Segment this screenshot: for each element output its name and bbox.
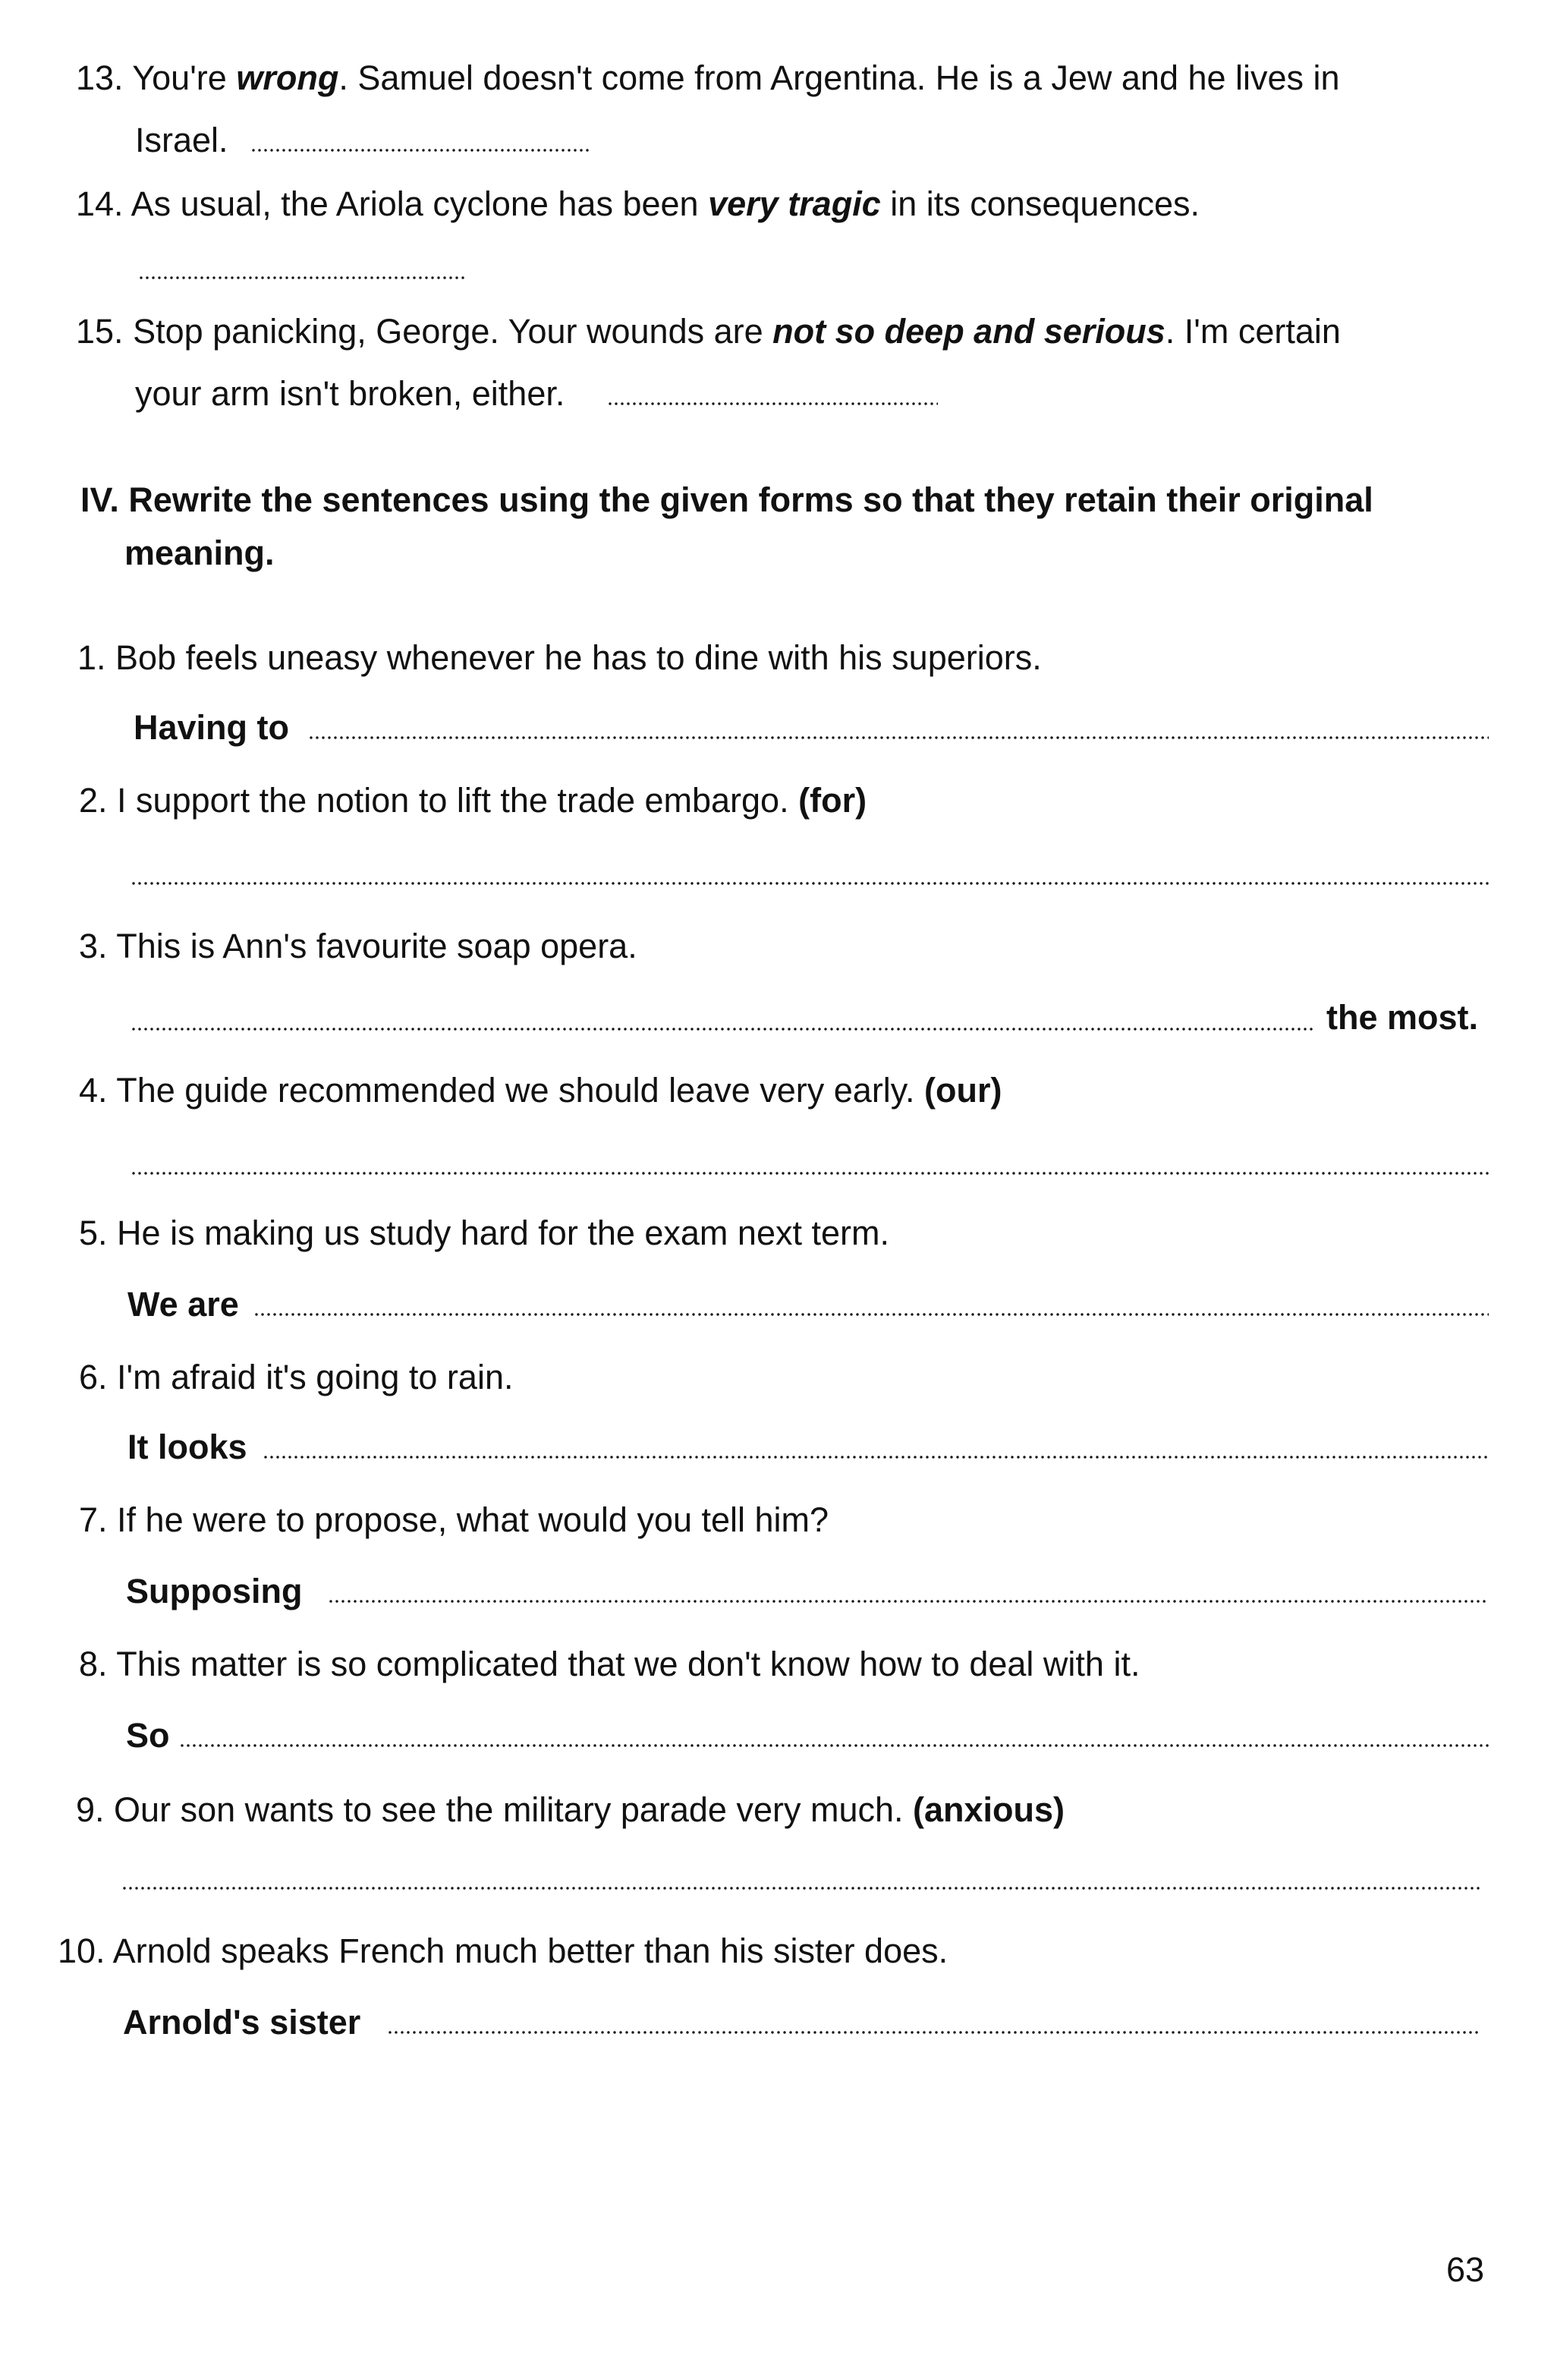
answer-line[interactable]: [308, 736, 1489, 739]
item-number: 9.: [76, 1790, 105, 1829]
item-number: 7.: [79, 1500, 108, 1539]
sentence-text: your arm isn't broken, either.: [135, 374, 565, 413]
item-sentence: Arnold speaks French much better than his sister does.: [112, 1931, 948, 1970]
item-number: 2.: [79, 781, 108, 820]
answer-line[interactable]: [138, 276, 466, 279]
sentence-text: . Samuel doesn't come from Argentina. He is a Jew and he lives in: [338, 58, 1340, 97]
item-number: 3.: [79, 927, 108, 965]
answer-line[interactable]: [387, 2031, 1480, 2034]
section-roman-numeral: IV.: [80, 480, 119, 519]
item-number: 5.: [79, 1214, 108, 1252]
prompt-words: So: [126, 1716, 170, 1755]
rewrite-item-8: [79, 1645, 1140, 1683]
rewrite-item-7: [79, 1501, 829, 1539]
answer-prompt: [126, 1717, 170, 1755]
sentence-text: As usual, the Ariola cyclone has been: [131, 184, 699, 223]
exercise-item-13-line2: [135, 121, 228, 159]
prompt-words: It looks: [127, 1428, 247, 1466]
item-number: 10.: [58, 1931, 105, 1970]
rewrite-item-5: [79, 1214, 889, 1252]
item-sentence: He is making us study hard for the exam next term.: [117, 1214, 889, 1252]
sentence-text: Israel.: [135, 121, 228, 159]
emphasized-phrase: not so deep and serious: [772, 312, 1166, 351]
suffix-words: the most.: [1326, 998, 1479, 1037]
emphasized-phrase: very tragic: [708, 184, 881, 223]
rewrite-item-3: [79, 927, 637, 965]
rewrite-item-9: [76, 1791, 1065, 1829]
answer-suffix: [1326, 999, 1478, 1037]
answer-line[interactable]: [263, 1456, 1489, 1459]
sentence-text: . I'm certain: [1165, 312, 1341, 351]
rewrite-item-1: [77, 639, 1042, 677]
exercise-item-14: [76, 185, 1200, 223]
answer-prompt: [127, 1286, 239, 1324]
item-number: 8.: [79, 1645, 108, 1683]
prompt-words: Supposing: [126, 1572, 303, 1610]
rewrite-item-10: [58, 1932, 948, 1970]
answer-line[interactable]: [328, 1600, 1489, 1603]
exercise-item-15: [76, 313, 1341, 351]
hint-word: (our): [923, 1071, 1002, 1110]
rewrite-item-6: [79, 1358, 513, 1396]
item-sentence: The guide recommended we should leave very early.: [116, 1071, 915, 1110]
item-sentence: I'm afraid it's going to rain.: [117, 1358, 514, 1396]
answer-line[interactable]: [131, 1028, 1313, 1031]
emphasized-phrase: wrong: [236, 58, 339, 97]
section-heading: [80, 481, 1373, 519]
section-heading-line2: [124, 534, 275, 572]
section-instruction: Rewrite the sentences using the given forms so that they retain their original: [128, 480, 1373, 519]
prompt-words: Arnold's sister: [123, 2003, 361, 2042]
sentence-text: in its consequences.: [890, 184, 1200, 223]
answer-line[interactable]: [250, 149, 590, 152]
rewrite-item-4: [79, 1072, 1002, 1110]
exercise-item-15-line2: [135, 375, 565, 413]
sentence-text: You're: [132, 58, 227, 97]
item-number: 4.: [79, 1071, 108, 1110]
sentence-text: Stop panicking, George. Your wounds are: [133, 312, 763, 351]
item-sentence: Our son wants to see the military parade very much.: [114, 1790, 904, 1829]
item-sentence: I support the notion to lift the trade embargo.: [117, 781, 789, 820]
item-number: 14.: [76, 184, 124, 223]
item-sentence: This is Ann's favourite soap opera.: [116, 927, 637, 965]
answer-prompt: [134, 709, 289, 747]
answer-line[interactable]: [121, 1887, 1480, 1890]
item-sentence: This matter is so complicated that we don't know how to deal with it.: [116, 1645, 1140, 1683]
answer-prompt: [123, 2004, 360, 2042]
answer-line[interactable]: [131, 882, 1489, 885]
answer-line[interactable]: [179, 1744, 1489, 1747]
item-number: 13.: [76, 58, 124, 97]
item-number: 15.: [76, 312, 124, 351]
item-sentence: Bob feels uneasy whenever he has to dine with his superiors.: [115, 638, 1042, 677]
answer-line[interactable]: [607, 402, 938, 405]
answer-line[interactable]: [131, 1172, 1489, 1175]
rewrite-item-2: [79, 782, 867, 820]
prompt-words: We are: [127, 1285, 239, 1324]
hint-word: (anxious): [913, 1790, 1065, 1829]
answer-prompt: [127, 1428, 247, 1466]
hint-word: (for): [798, 781, 867, 820]
answer-prompt: [126, 1572, 302, 1610]
item-number: 6.: [79, 1358, 108, 1396]
item-sentence: If he were to propose, what would you tell him?: [117, 1500, 829, 1539]
prompt-words: Having to: [134, 708, 290, 747]
answer-line[interactable]: [253, 1313, 1489, 1316]
section-instruction: meaning.: [124, 534, 275, 572]
page-number: 63: [1446, 2250, 1485, 2289]
exercise-item-13: [76, 59, 1340, 97]
item-number: 1.: [77, 638, 106, 677]
